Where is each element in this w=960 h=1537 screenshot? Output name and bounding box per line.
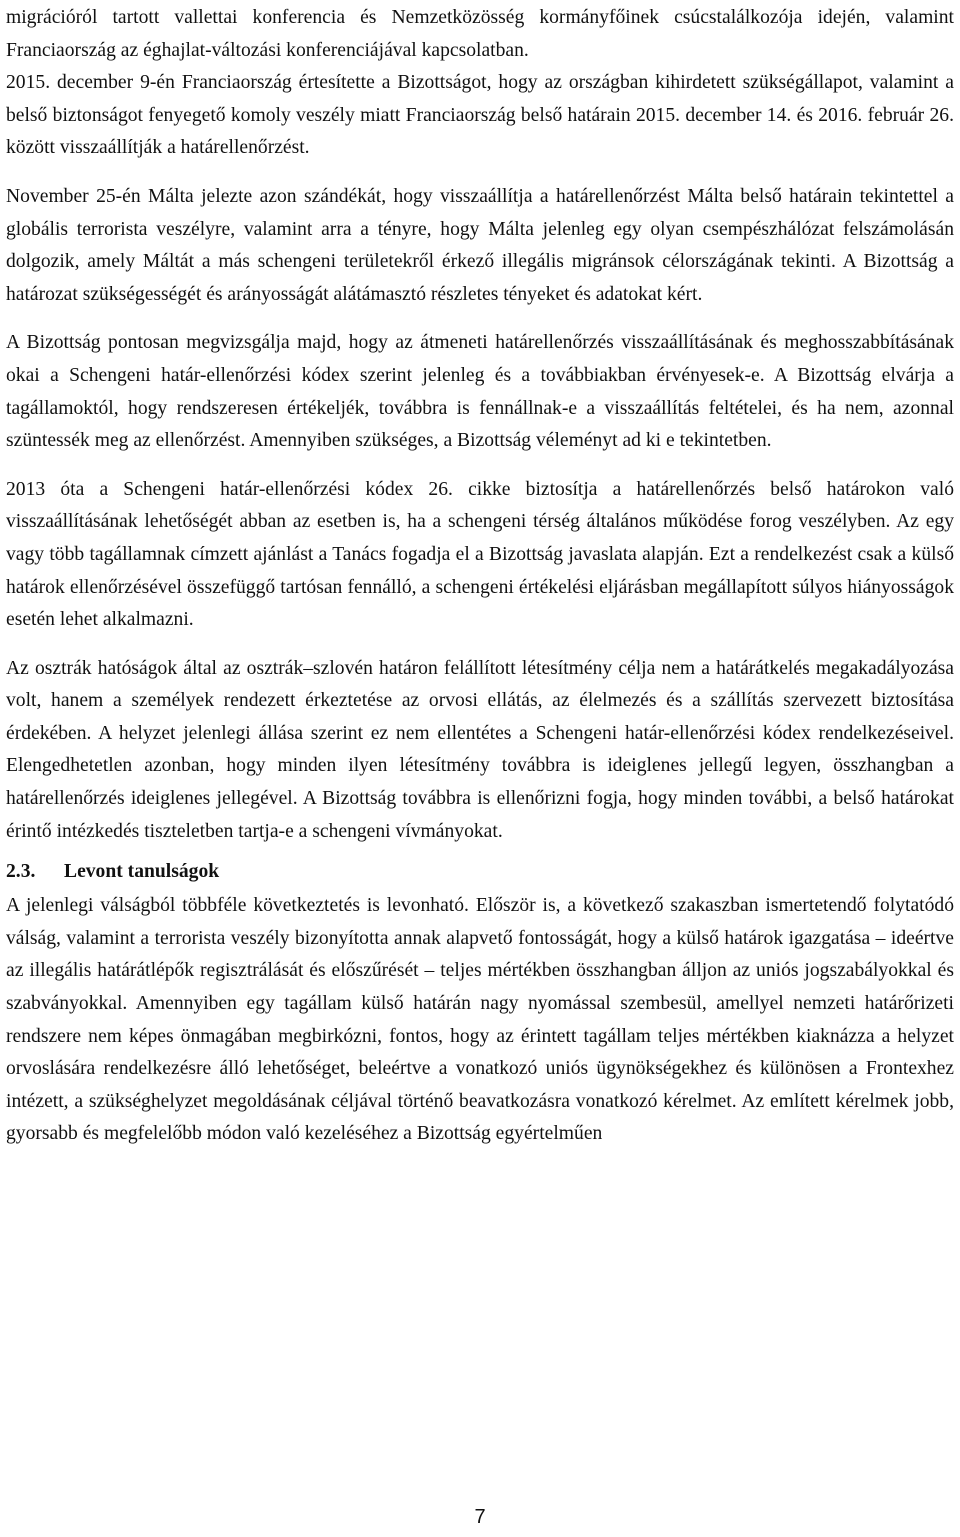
section-number: 2.3.	[6, 861, 36, 883]
paragraph-malta-border-control: November 25-én Málta jelezte azon szándékát, hogy visszaállítja a határellenőrzést Málta belső határain tekintettel a globális terrorista veszélyre, valamint arra a tényre, hogy Málta jelenleg egy olyan csempészhálózat felszámolásán dolgozik, amely Máltát a más schengeni területekről érkező illegális migránsok célországának tekinti. A Bizottság a határozat szükségességét és arányosságát alátámasztó részletes tényeket és adatokat kért.	[6, 185, 954, 305]
page-number: 7	[474, 1506, 486, 1528]
paragraph-commission-review: A Bizottság pontosan megvizsgálja majd, hogy az átmeneti határellenőrzés visszaállításának és meghosszabbításának okai a Schengeni határ-ellenőrzési kódex szerint jelenleg és a továbbiakban érvényesek-e. A Bizottság elvárja a tagállamoktól, hogy rendszeresen értékeljék, továbbra is fennállnak-e a visszaállítás feltételei, és ha nem, azonnal szüntessék meg az ellenőrzést. Amennyiben szükséges, a Bizottság véleményt ad ki e tekintetben.	[6, 332, 954, 452]
paragraph-france-border-control: 2015. december 9-én Franciaország értesítette a Bizottságot, hogy az országban kihirdetett szükségállapot, valamint a belső biztonságot fenyegető komoly veszély miatt Franciaország belső határain 2015. december 14. és 2016. február 26. között visszaállítják a határellenőrzést.	[6, 72, 954, 159]
section-heading	[6, 856, 954, 888]
document-page	[6, 0, 954, 1167]
paragraph-article-26: 2013 óta a Schengeni határ-ellenőrzési kódex 26. cikke biztosítja a határellenőrzés belső határokon való visszaállításának lehetőségét abban az esetben is, ha a schengeni térség általános működése forog veszélyben. Az egy vagy több tagállamnak címzett ajánlást a Tanács fogadja el a Bizottság javaslata alapján. Ezt a rendelkezést csak a külső határok ellenőrzésével összefüggő tartósan fennálló, a schengeni értékelési eljárásban megállapított súlyos hiányosságok esetén lehet alkalmazni.	[6, 478, 954, 631]
paragraph-continuation: migrációról tartott vallettai konferencia és Nemzetközösség kormányfőinek csúcstalálkozója idején, valamint Franciaország az éghajlat-változási konferenciájával kapcsolatban.	[6, 7, 954, 61]
section-title: Levont tanulságok	[64, 861, 220, 883]
paragraph-austrian-facility: Az osztrák hatóságok által az osztrák–szlovén határon felállított létesítmény célja nem a határátkelés megakadályozása volt, hanem a személyek rendezett érkeztetése az orvosi ellátás, az élelmezés és a szállítás szervezett biztosítása érdekében. A helyzet jelenlegi állása szerint ez nem ellentétes a Schengeni határ-ellenőrzési kódex rendelkezéseivel. Elengedhetetlen azonban, hogy minden ilyen létesítmény továbbra is ideiglenes jellegű legyen, összhangban a határellenőrzés ideiglenes jellegével. A Bizottság továbbra is ellenőrizni fogja, hogy minden további, a belső határokat érintő intézkedés tiszteletben tartja-e a schengeni vívmányokat.	[6, 657, 954, 842]
paragraph-lessons-learned: A jelenlegi válságból többféle következtetés is levonható. Először is, a következő szakaszban ismertetendő folytatódó válság, valamint a terrorista veszély bizonyította annak alapvető fontosságát, hogy a külső határok igazgatása – ideértve az illegális határátlépők regisztrálását és előszűrését – teljes mértékben összhangban álljon az uniós jogszabályokkal és szabványokkal. Amennyiben egy tagállam külső határán nagy nyomással szembesül, amellyel nemzeti határőrizeti rendszere nem képes önmagában megbirkózni, fontos, hogy az érintett tagállam teljes mértékben kiaknázza a helyzet orvoslására rendelkezésre álló lehetőséget, beleértve a vonatkozó uniós ügynökségekhez és különösen a Frontexhez intézett, a szükséghelyzet megoldásának céljával történő beavatkozásra vonatkozó kérelmet. Az említett kérelmek jobb, gyorsabb és megfelelőbb módon való kezeléséhez a Bizottság egyértelműen	[6, 895, 954, 1145]
